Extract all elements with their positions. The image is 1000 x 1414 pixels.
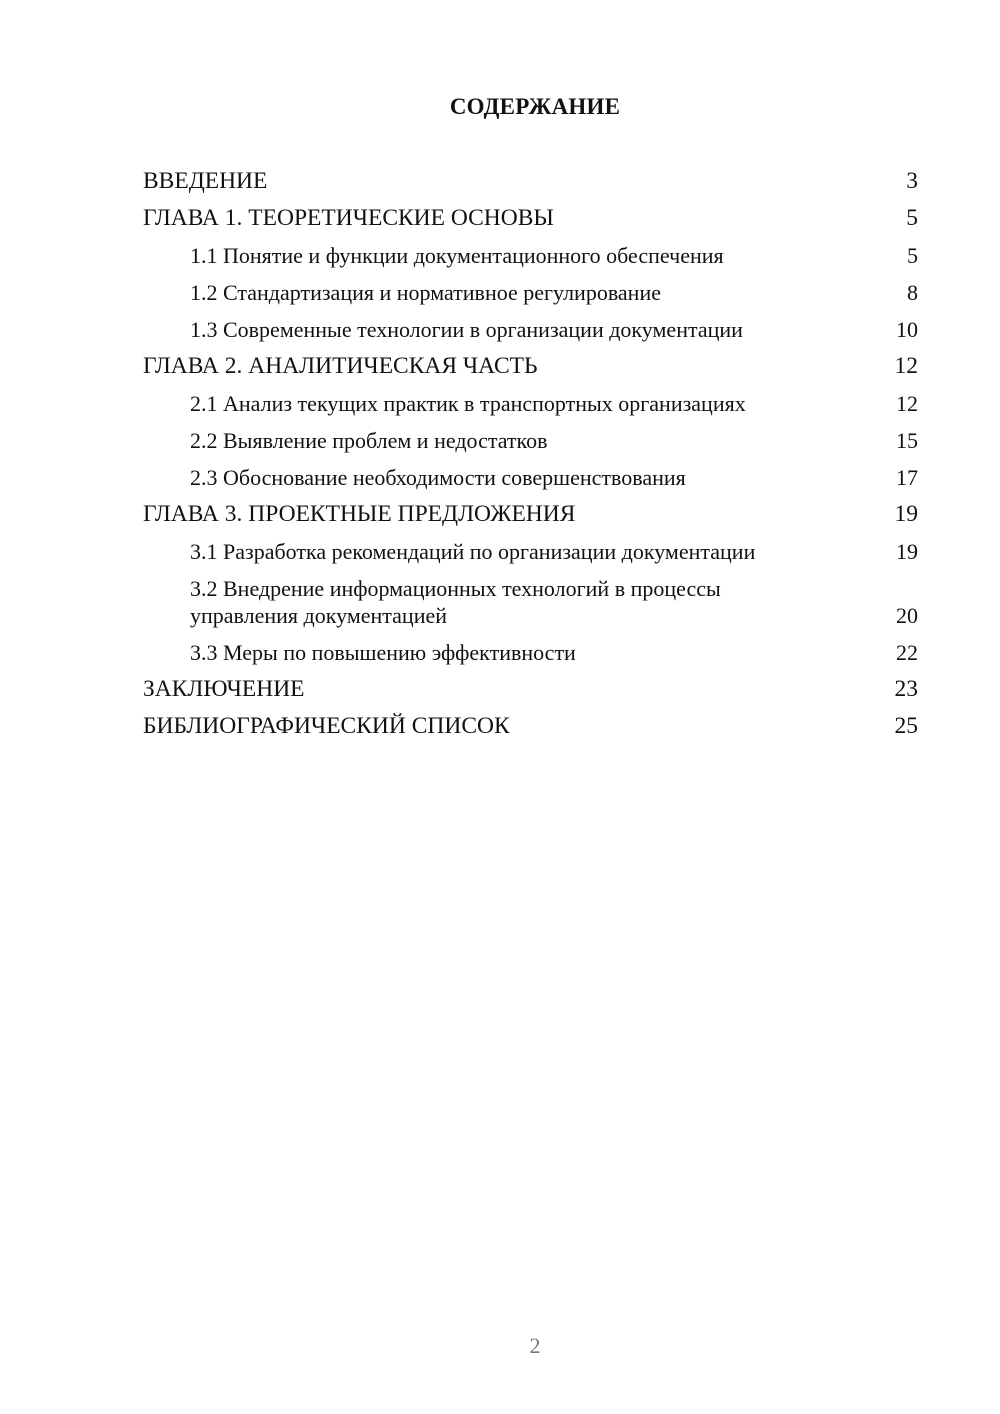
toc-subentry (143, 242, 918, 269)
toc-entry-page: 5 (907, 243, 918, 268)
toc-entry-text: 1.2 Стандартизация и нормативное регулирование (190, 280, 661, 305)
toc-entry-text: 3.2 Внедрение информационных технологий в процессы управления документацией (190, 576, 721, 628)
toc-entry (143, 353, 918, 380)
toc-entry (143, 205, 918, 232)
toc-entry-text: ГЛАВА 2. АНАЛИТИЧЕСКАЯ ЧАСТЬ (143, 353, 538, 379)
toc-subentry (143, 316, 918, 343)
toc-entry-page: 20 (896, 603, 918, 628)
toc-entry-page: 8 (907, 280, 918, 305)
page-title: СОДЕРЖАНИЕ (449, 94, 621, 119)
toc-subentry (143, 390, 918, 417)
toc-entry-text: 2.3 Обоснование необходимости совершенствования (190, 465, 686, 490)
toc-entry-page: 10 (896, 317, 918, 342)
toc-entry-text: 3.3 Меры по повышению эффективности (190, 640, 576, 665)
toc-entry (143, 501, 918, 528)
table-of-contents (143, 168, 918, 750)
toc-entry-page: 12 (894, 353, 918, 379)
toc-subentry (143, 279, 918, 306)
toc-subentry (143, 575, 918, 629)
toc-entry-text: ЗАКЛЮЧЕНИЕ (143, 676, 305, 702)
toc-entry-page: 15 (896, 428, 918, 453)
toc-subentry (143, 464, 918, 491)
toc-entry-text: 1.3 Современные технологии в организации документации (190, 317, 743, 342)
toc-entry-text: 3.1 Разработка рекомендаций по организации документации (190, 539, 756, 564)
toc-entry-text: ГЛАВА 3. ПРОЕКТНЫЕ ПРЕДЛОЖЕНИЯ (143, 501, 576, 527)
page-number: 2 (529, 1333, 541, 1358)
toc-entry-text: 2.1 Анализ текущих практик в транспортных организациях (190, 391, 746, 416)
toc-entry-page: 12 (896, 391, 918, 416)
toc-entry-text: ГЛАВА 1. ТЕОРЕТИЧЕСКИЕ ОСНОВЫ (143, 205, 554, 231)
toc-entry (143, 168, 918, 195)
toc-entry-text: 1.1 Понятие и функции документационного обеспечения (190, 243, 724, 268)
toc-entry-text: ВВЕДЕНИЕ (143, 168, 268, 194)
toc-entry-page: 23 (894, 676, 918, 702)
toc-entry-text: БИБЛИОГРАФИЧЕСКИЙ СПИСОК (143, 713, 510, 739)
toc-subentry (143, 427, 918, 454)
toc-subentry (143, 639, 918, 666)
toc-entry-page: 19 (896, 539, 918, 564)
toc-entry (143, 713, 918, 740)
toc-entry-page: 22 (896, 640, 918, 665)
toc-entry (143, 676, 918, 703)
toc-entry-page: 17 (896, 465, 918, 490)
toc-entry-page: 5 (906, 205, 918, 231)
toc-entry-text: 2.2 Выявление проблем и недостатков (190, 428, 548, 453)
toc-entry-page: 19 (894, 501, 918, 527)
toc-entry-page: 3 (906, 168, 918, 194)
toc-entry-page: 25 (894, 713, 918, 739)
toc-subentry (143, 538, 918, 565)
